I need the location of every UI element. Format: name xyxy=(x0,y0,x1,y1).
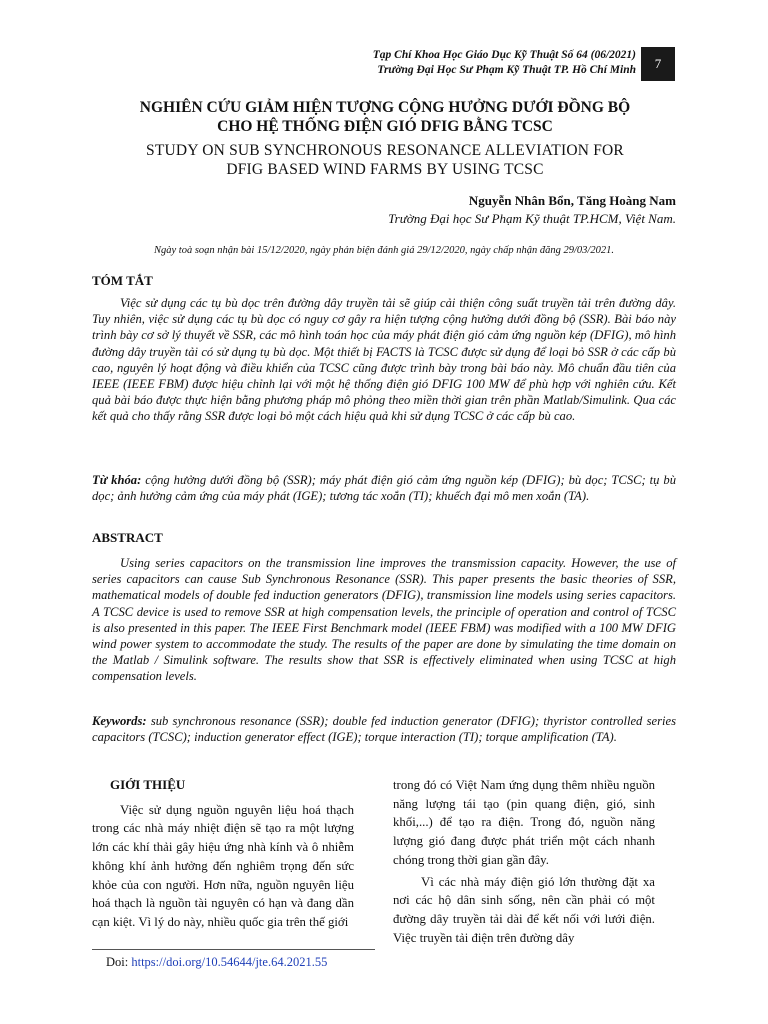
abstract-heading: ABSTRACT xyxy=(92,530,163,545)
keywords-label: Từ khóa: xyxy=(92,473,142,487)
doi-footnote xyxy=(106,955,327,970)
title-vietnamese: NGHIÊN CỨU GIẢM HIỆN TƯỢNG CỘNG HƯỞNG DƯỚI ĐỒNG BỘ CHO HỆ THỐNG ĐIỆN GIÓ DFIG BẰNG TCSC xyxy=(139,99,631,135)
footnote-divider xyxy=(92,949,375,950)
abstract-keywords: Keywords: sub synchronous resonance (SSR); double fed induction generator (DFIG); thyristor controlled series capacitors (TCSC); induction generator effect (IGE); torque interaction (TI); torque amplification (TA). xyxy=(92,714,676,745)
authors: Nguyễn Nhân Bổn, Tăng Hoàng Nam xyxy=(468,193,676,208)
intro-right-column xyxy=(393,776,655,947)
doi-link[interactable]: https://doi.org/10.54644/jte.64.2021.55 xyxy=(131,955,328,969)
keywords-label: Keywords: xyxy=(92,714,147,728)
tomtat-heading: TÓM TẮT xyxy=(92,273,153,288)
intro-paragraph: Vì các nhà máy điện gió lớn thường đặt xa nơi các hộ dân sinh sống, nên cần phải có một đường dây truyền tải dài để kết nối với lưới điện. Việc truyền tải điện trên đường dây xyxy=(393,874,655,945)
submission-dates: Ngày toà soạn nhận bài 15/12/2020, ngày phản biện đánh giá 29/12/2020, ngày chấp nhận đăng 29/03/2021. xyxy=(154,245,614,256)
intro-heading: GIỚI THIỆU xyxy=(110,777,186,792)
journal-name: Tạp Chí Khoa Học Giáo Dục Kỹ Thuật Số 64 (06/2021) xyxy=(372,49,636,61)
doi-label: Doi: xyxy=(106,955,132,969)
intro-paragraph: trong đó có Việt Nam ứng dụng thêm nhiều nguồn năng lượng tái tạo (pin quang điện, gió, sinh khối,...) để tạo ra điện. Trong đó, nguồn năng lượng gió đang được phát triển một cách nhanh chóng trong thời gian gần đây. xyxy=(393,778,655,867)
abstract-body: Using series capacitors on the transmission line improves the transmission capacity. However, the use of series capacitors can cause Sub Synchronous Resonance (SSR). This paper presents the basic theories of SSR, mathematical models of double fed induction generators (DFIG), transmission line models using series capacitors. A TCSC device is used to remove SSR at high compensation levels, the principle of operation and control of TCSC is also presented in this paper. The IEEE First Benchmark model (IEEE FBM) was modified with a 100 MW DFIG wind power system to accommodate the study. The results of the paper are done by simulating the time domain on the Matlab / Simulink software. The results show that SSR is effectively eliminated when using TCSC at high compensation levels. xyxy=(92,556,676,684)
journal-institution: Trường Đại Học Sư Phạm Kỹ Thuật TP. Hồ Chí Minh xyxy=(377,64,636,76)
journal-header xyxy=(373,48,636,78)
tomtat-keywords: Từ khóa: cộng hưởng dưới đồng bộ (SSR); máy phát điện gió cảm ứng nguồn kép (DFIG); bù dọc; TCSC; tụ bù dọc; ảnh hưởng cảm ứng của máy phát (IGE); tương tác xoắn (TI); khuếch đại mô men xoắn (TA). xyxy=(92,473,677,504)
title-english: STUDY ON SUB SYNCHRONOUS RESONANCE ALLEVIATION FOR DFIG BASED WIND FARMS BY USING TCSC xyxy=(146,142,624,178)
page-number: 7 xyxy=(641,47,675,81)
tomtat-body: Việc sử dụng các tụ bù dọc trên đường dây truyền tải sẽ giúp cải thiện công suất truyền tải trên đường dây. Tuy nhiên, việc sử dụng các tụ bù dọc có nguy cơ gây ra hiện tượng cộng hưởng dưới đồng bộ (SSR). Bài báo này trình bày cơ sở lý thuyết về SSR, các mô hình toán học của máy phát điện gió cảm ứng nguồn kép (DFIG), mô hình đường dây truyền tải có sử dụng tụ bù dọc. Một thiết bị FACTS là TCSC được sử dụng để loại bỏ SSR ở các cấp bù cao, nguyên lý hoạt động và điều khiển của TCSC cũng được trình bày trong bài báo này. Mô chuẩn đầu tiên của IEEE (IEEE FBM) được hiệu chỉnh lại với một hệ thống điện gió DFIG 100 MW để phù hợp với nghiên cứu. Kết quả bài báo được thực hiện bằng phương pháp mô phỏng theo miền thời gian trên phần Matlab/Simulink. Qua các kết quả cho thấy rằng SSR được loại bỏ một cách hiệu quả khi sử dụng TCSC ở các cấp bù cao. xyxy=(92,296,676,424)
affiliation: Trường Đại học Sư Phạm Kỹ thuật TP.HCM, Việt Nam. xyxy=(388,211,676,226)
intro-left-column xyxy=(92,776,354,932)
intro-paragraph: Việc sử dụng nguồn nguyên liệu hoá thạch trong các nhà máy nhiệt điện sẽ tạo ra một lượng lớn các khí thải gây hiệu ứng nhà kính và ô nhiễm không khí ảnh hưởng đến nghiêm trọng đến sức khỏe của con người. Hơn nữa, nguồn nguyên liệu hoá thạch là nguồn tài nguyên có hạn và đang dần cạn kiệt. Vì lý do này, nhiều quốc gia trên thế giới xyxy=(92,802,354,929)
